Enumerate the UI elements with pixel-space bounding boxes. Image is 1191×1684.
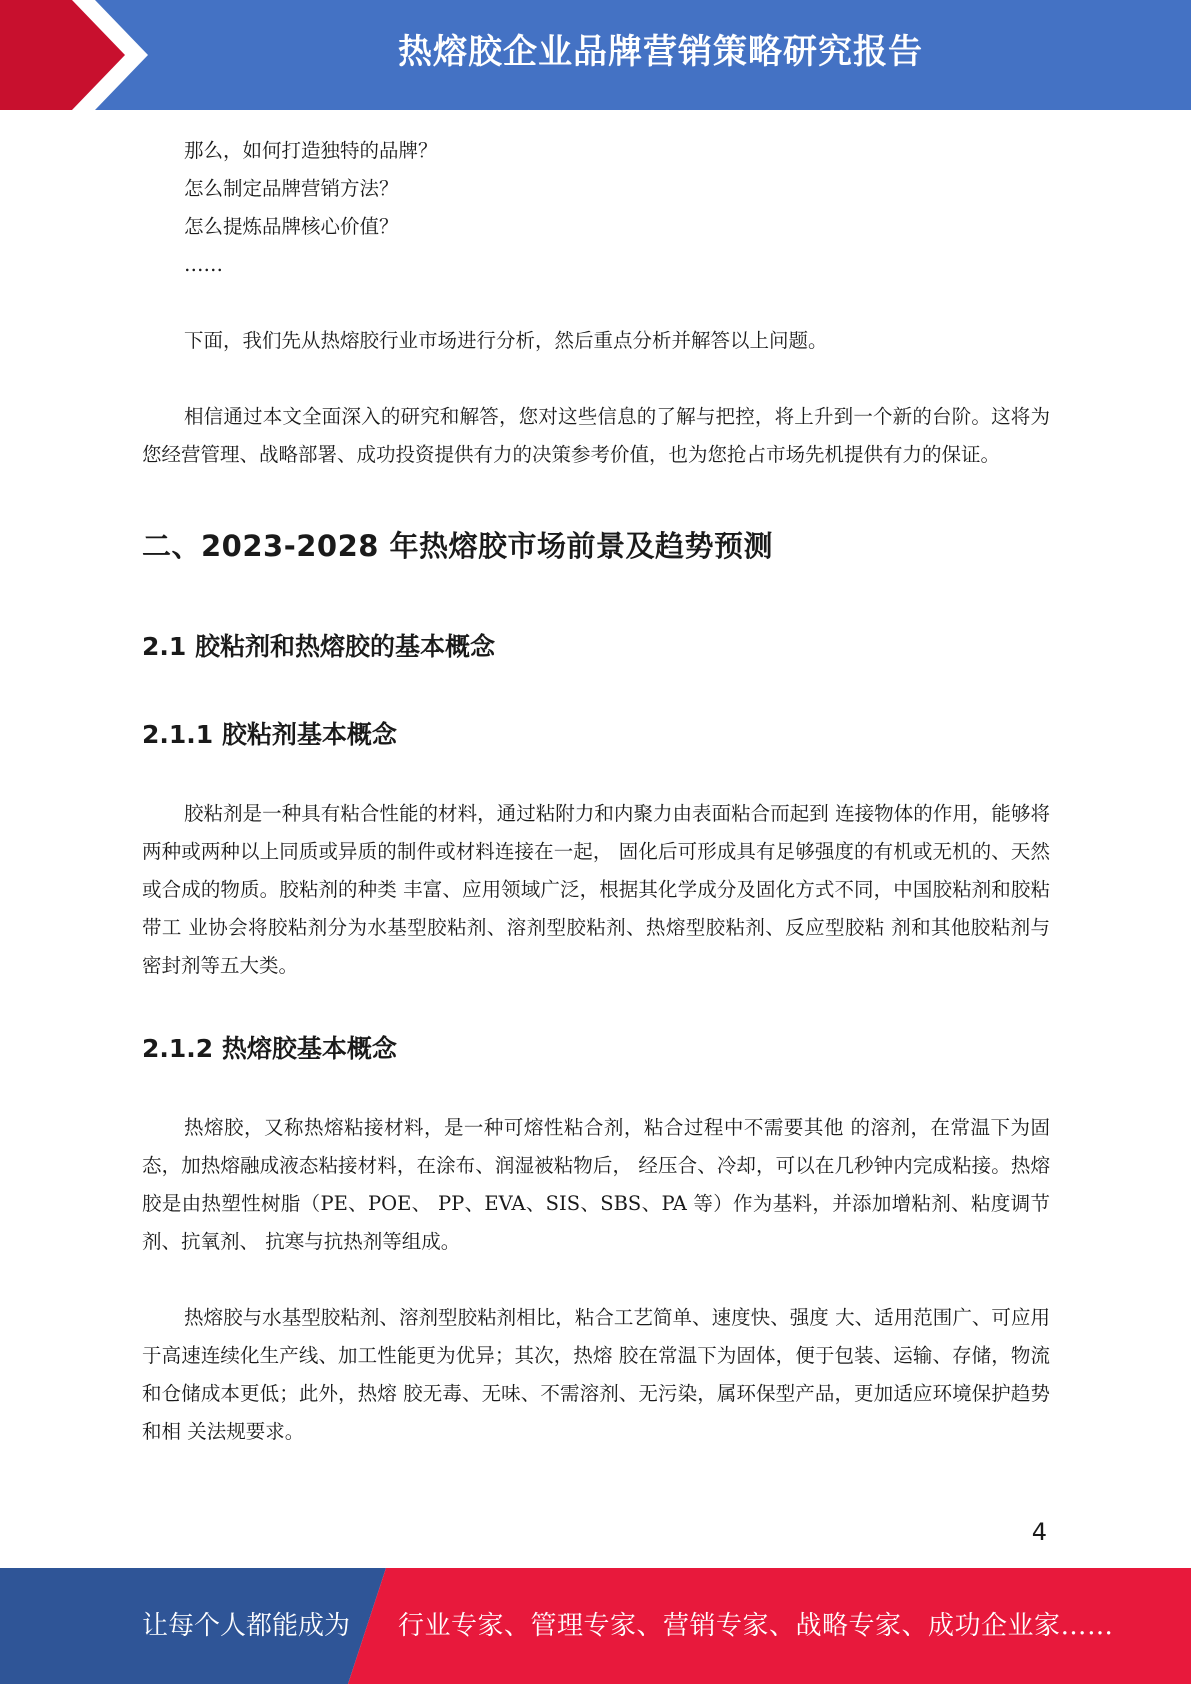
report-title: 热熔胶企业品牌营销策略研究报告 (398, 32, 923, 72)
footer-slogan-left: 让每个人都能成为 (142, 1611, 351, 1641)
section-2-1-heading: 2.1 胶粘剂和热熔胶的基本概念 (142, 632, 495, 661)
footer-slogan-right: 行业专家、管理专家、营销专家、战略专家、成功企业家…… (398, 1611, 1114, 1641)
question-line: 怎么制定品牌营销方法？ (184, 177, 399, 200)
page-header (0, 0, 1191, 110)
section-2-1-1-paragraph: 胶粘剂是一种具有粘合性能的材料，通过粘附力和内聚力由表面粘合而起到 连接物体的作用，能够将两种或两种以上同质或异质的制件或材料连接在一起， 固化后可形成具有足够强度的有机或无机的、天然或合成的物质。胶粘剂的种类 丰富、应用领域广泛，根据其化学成分及固化方式不同，中国胶粘剂和胶粘带工 业协会将胶粘剂分为水基型胶粘剂、溶剂型胶粘剂、热熔型胶粘剂、反应型胶粘 剂和其他胶粘剂与密封剂等五大类。 (142, 802, 1050, 977)
section-2-1-2-heading: 2.1.2 热熔胶基本概念 (142, 1034, 397, 1063)
section-2-1-1-heading: 2.1.1 胶粘剂基本概念 (142, 720, 397, 749)
question-line: 那么，如何打造独特的品牌？ (184, 139, 438, 162)
page-content (142, 132, 1050, 1451)
page-number: 4 (1031, 1518, 1047, 1546)
intro-paragraph-1: 下面，我们先从热熔胶行业市场进行分析，然后重点分析并解答以上问题。 (184, 329, 828, 352)
section-2-1-2-paragraph-2: 热熔胶与水基型胶粘剂、溶剂型胶粘剂相比，粘合工艺简单、速度快、强度 大、适用范围广、可应用于高速连续化生产线、加工性能更为优异；其次，热熔 胶在常温下为固体，便于包装、运输、存储，物流和仓储成本更低；此外，热熔 胶无毒、无味、不需溶剂、无污染，属环保型产品，更加适应环境保护趋势和相 关法规要求。 (142, 1306, 1050, 1443)
section-2-heading: 二、2023-2028 年热熔胶市场前景及趋势预测 (142, 529, 774, 563)
section-2-1-2-paragraph-1: 热熔胶，又称热熔粘接材料，是一种可熔性粘合剂，粘合过程中不需要其他 的溶剂，在常温下为固态，加热熔融成液态粘接材料，在涂布、润湿被粘物后， 经压合、冷却，可以在几秒钟内完成粘接。热熔胶是由热塑性树脂（PE、POE、 PP、EVA、SIS、SBS、PA 等）作为基料，并添加增粘剂、粘度调节剂、抗氧剂、 抗寒与抗热剂等组成。 (142, 1116, 1050, 1253)
ellipsis-line: …… (184, 253, 223, 276)
intro-paragraph-2: 相信通过本文全面深入的研究和解答，您对这些信息的了解与把控，将上升到一个新的台阶。这将为您经营管理、战略部署、成功投资提供有力的决策参考价值，也为您抢占市场先机提供有力的保证。 (142, 405, 1050, 466)
question-line: 怎么提炼品牌核心价值？ (184, 215, 399, 238)
page-footer (0, 1568, 1191, 1684)
